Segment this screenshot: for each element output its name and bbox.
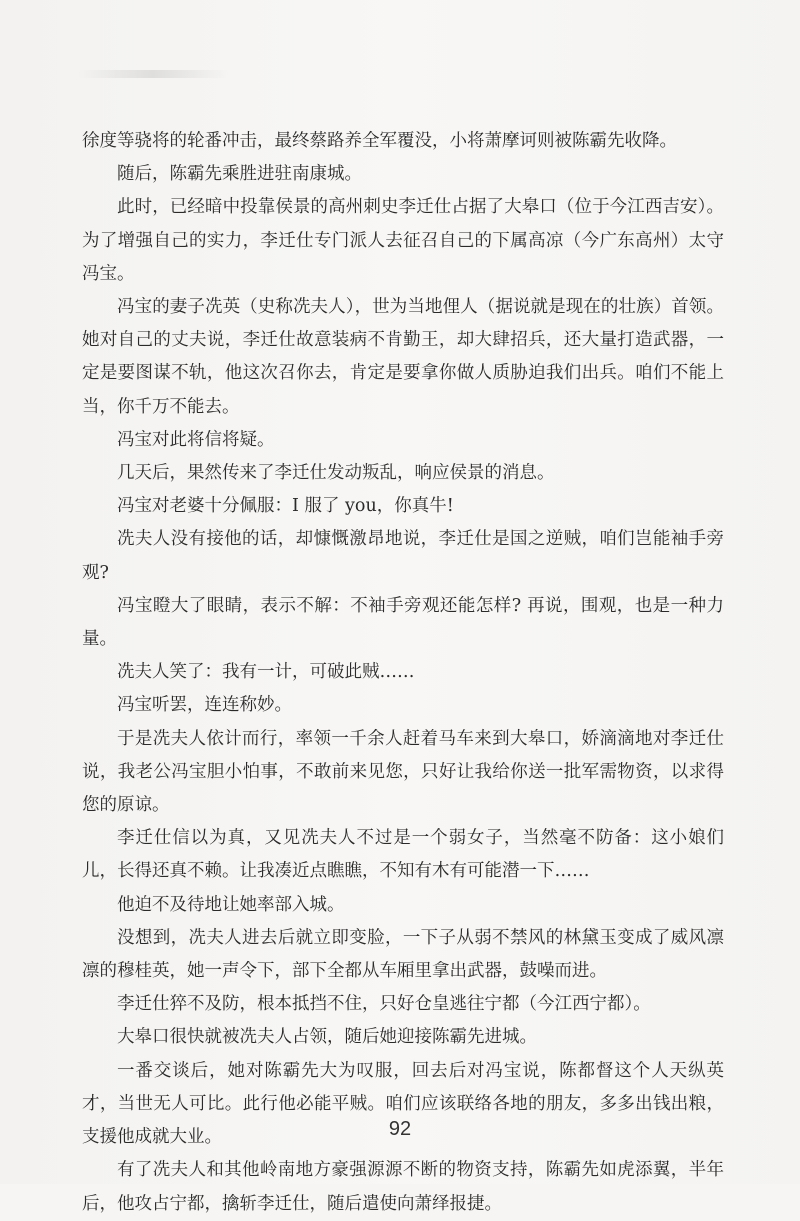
body-text [82, 125, 724, 1221]
paragraph: 冯宝瞪大了眼睛，表示不解：不袖手旁观还能怎样? 再说，围观，也是一种力量。 [82, 595, 724, 650]
paragraph: 随后，陈霸先乘胜进驻南康城。 [117, 164, 362, 185]
paragraph: 冯宝的妻子冼英（史称冼夫人），世为当地俚人（据说就是现在的壮族）首领。她对自己的丈夫说，李迁仕故意装病不肯勤王，却大肆招兵，还大量打造武器，一定是要图谋不轨，他这次召你去，肯定是要拿你做人质胁迫我们出兵。咱们不能上当，你千万不能去。 [82, 297, 724, 417]
paragraph: 冼夫人笑了：我有一计，可破此贼…… [117, 662, 415, 683]
paragraph: 冼夫人没有接他的话，却慷慨激昂地说，李迁仕是国之逆贼，咱们岂能袖手旁观? [82, 529, 724, 583]
paragraph: 于是冼夫人依计而行，率领一千余人赶着马车来到大皋口，娇滴滴地对李迁仕说，我老公冯宝胆小怕事，不敢前来见您，只好让我给你送一批军需物资，以求得您的原谅。 [82, 728, 724, 816]
page-number: 92 [388, 1118, 412, 1140]
paragraph: 大皋口很快就被冼夫人占领，随后她迎接陈霸先进城。 [117, 1027, 537, 1048]
paragraph: 冯宝听罢，连连称妙。 [117, 695, 292, 716]
paragraph: 没想到，冼夫人进去后就立即变脸，一下子从弱不禁风的林黛玉变成了威风凛凛的穆桂英，她一声令下，部下全都从车厢里拿出武器，鼓噪而进。 [82, 927, 724, 982]
paragraph: 此时，已经暗中投靠侯景的高州刺史李迁仕占据了大皋口（位于今江西吉安）。为了增强自己的实力，李迁仕专门派人去征召自己的下属高凉（今广东高州）太守冯宝。 [82, 197, 724, 284]
paragraph: 一番交谈后，她对陈霸先大为叹服，回去后对冯宝说，陈都督这个人天纵英才，当世无人可比。此行他必能平贼。咱们应该联络各地的朋友，多多出钱出粮，支援他成就大业。 [82, 1060, 724, 1148]
paragraph: 冯宝对老婆十分佩服：I 服了 you，你真牛! [117, 496, 454, 517]
faded-running-header [78, 70, 228, 78]
paragraph: 冯宝对此将信将疑。 [117, 429, 275, 450]
paragraph: 有了冼夫人和其他岭南地方豪强源源不断的物资支持，陈霸先如虎添翼，半年后，他攻占宁都，擒斩李迁仕，随后遣使向萧绎报捷。 [82, 1160, 724, 1214]
paragraph: 他迫不及待地让她率部入城。 [117, 894, 345, 915]
paragraph: 徐度等骁将的轮番冲击，最终蔡路养全军覆没，小将萧摩诃则被陈霸先收降。 [82, 131, 677, 151]
paragraph: 李迁仕猝不及防，根本抵挡不住，只好仓皇逃往宁都（今江西宁都）。 [117, 994, 651, 1015]
paragraph: 李迁仕信以为真，又见冼夫人不过是一个弱女子，当然毫不防备：这小娘们儿，长得还真不赖。让我凑近点瞧瞧，不知有木有可能潜一下…… [82, 828, 724, 882]
paragraph: 几天后，果然传来了李迁仕发动叛乱，响应侯景的消息。 [117, 463, 555, 484]
